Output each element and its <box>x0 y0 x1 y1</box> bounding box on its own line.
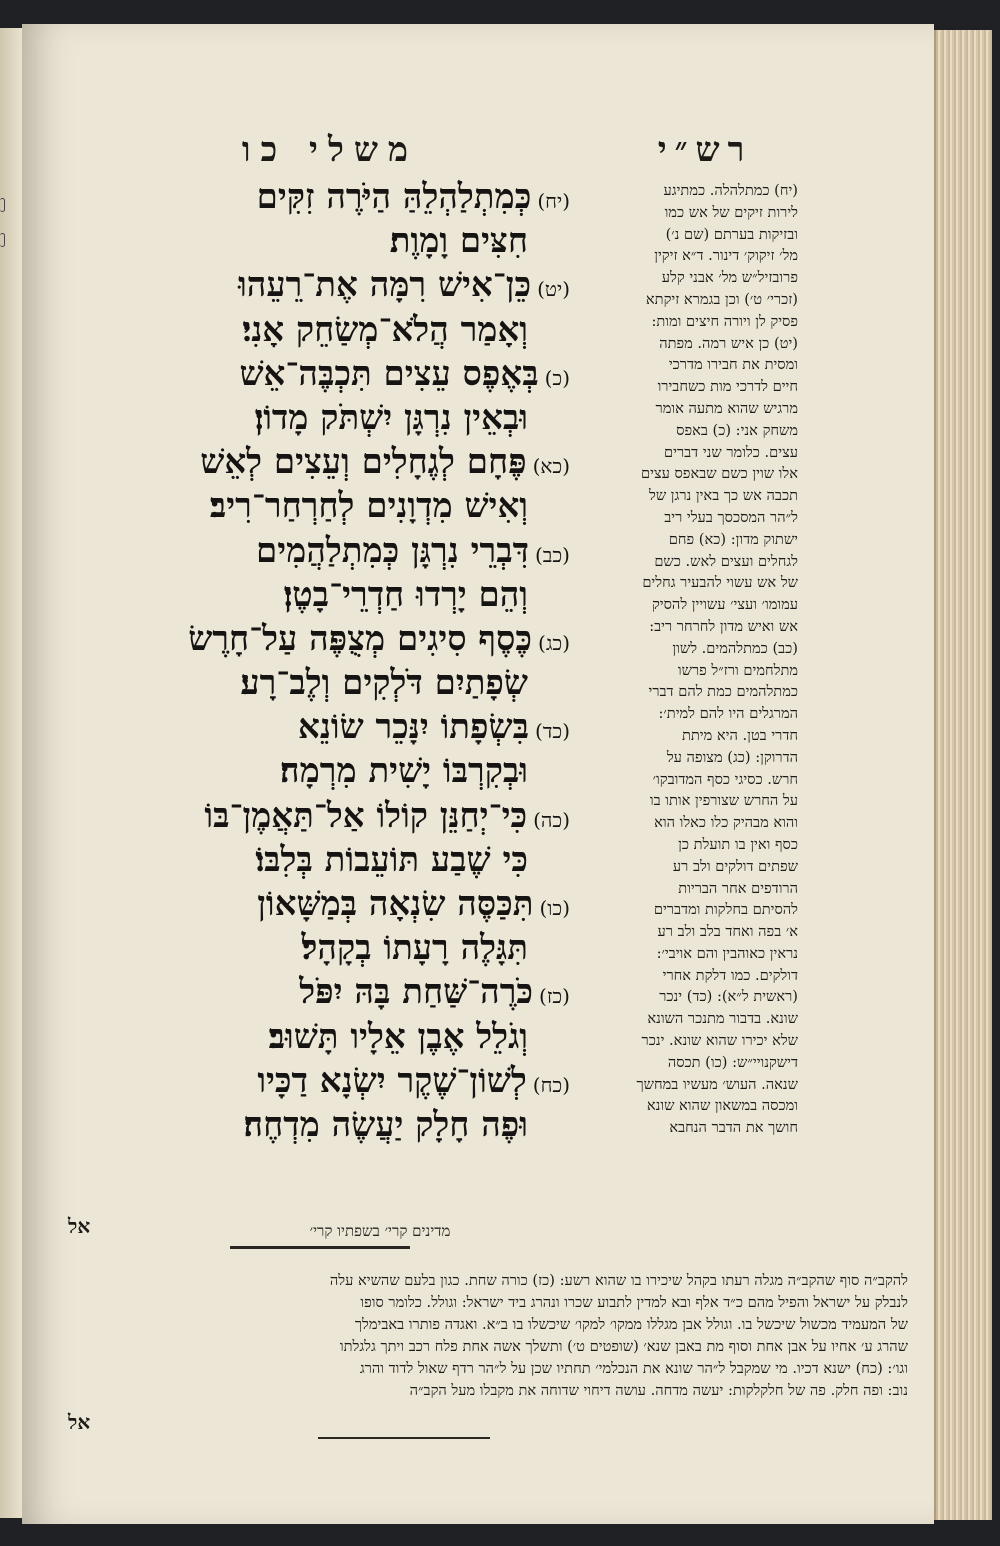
commentary-line: וגו׳: (כח) ישנא דכיו. מי שמקבל ל״הר שונא את הנכלמי׳ תחתיו שכן על ל״הר רדף שאול לדוד והרג <box>359 1360 908 1377</box>
verse-line <box>100 484 570 528</box>
verse-number: (יט) <box>537 277 570 302</box>
rashi-line: כמתלהמים כמת להם דברי <box>648 683 798 701</box>
verse-line <box>100 352 570 396</box>
rashi-line: והוא מבהיק כלו כאלו הוא <box>654 814 798 832</box>
rashi-line: שנאה. העוש׳ מעשיו במחשך <box>636 1075 798 1093</box>
rashi-line: ומסית את חבירו מדרכי <box>668 356 798 374</box>
verse-text: פֶּחָם לְגֶחָלִים וְעֵצִים לְאֵשׁ <box>200 442 527 483</box>
verse-text: וְאִישׁ מִדְוָנִים לְחַרְחַר־רִיב׃ <box>209 486 528 527</box>
verse-number: (יח) <box>537 189 570 213</box>
catchword-bottom: אל <box>68 1410 91 1434</box>
verse-line <box>100 263 570 307</box>
rashi-line: משחק אני: (כ) באפס <box>676 421 798 439</box>
rashi-line: (כב) כמתלהמים. לשון <box>672 639 798 657</box>
rashi-line: ומכסה במשאון שהוא שונא <box>646 1097 798 1115</box>
rashi-line: עמומו׳ ועצי׳ עשויין להסיק <box>651 596 798 614</box>
verse-text: בְּאֶפֶס עֵצִים תִּכְבֶּה־אֵשׁ <box>239 353 539 394</box>
rashi-line: תכבה אש כך באין נרגן של <box>649 487 798 505</box>
verse-line <box>100 749 570 793</box>
rashi-line: נראין כאוהבין והם אויבי׳: <box>656 944 798 962</box>
rashi-line: א׳ בפה ואחד בלב ולב רע <box>657 923 798 941</box>
rashi-line: חרש. כסיגי כסף המדובקו׳ <box>652 770 798 788</box>
verse-text: כֶּסֶף סִיגִים מְצֻפֶּה עַל־חָרֶשׂ <box>188 618 533 659</box>
verse-text: שְׂפָתַיִם דֹּלְקִים וְלֶב־רָע׃ <box>240 663 528 704</box>
verse-line <box>100 396 570 440</box>
verse-number: (כ) <box>544 365 570 390</box>
verse-line <box>100 794 570 838</box>
verse-line <box>100 705 570 749</box>
rashi-line: ל״הר המסכסך בעלי ריב <box>664 508 798 526</box>
rashi-line: של אש עשוי להבעיר גחלים <box>642 574 798 592</box>
commentary-line: שהרג ע׳ אחיו על אבן אחת וסוף מת באבן שנא׳ (שופטים ט׳) ותשלך אשה אחת פלח רכב ויתך גלגלתו <box>339 1338 908 1355</box>
verse-number: (כו) <box>539 896 570 920</box>
verse-number: (כא) <box>532 454 570 479</box>
rashi-line: חיים לדרכי מות כשחבירו <box>657 378 798 396</box>
rashi-line: שלא יכירו שהוא שונא. ינכר <box>641 1032 798 1050</box>
commentary-line: לנבלק על ישראל והפיל מהם כ״ד אלף ובא למדין לתבוע שכרו ונהרג ביד ישראל: וגולל. כלומר סופו <box>360 1294 908 1311</box>
rashi-line: חושך את הדבר הנחבא <box>669 1119 798 1137</box>
rashi-line: פסיק לן ויורה חיצים ומות: <box>651 312 798 330</box>
rashi-line: (יח) כמתלהלה. כמתיגע <box>663 182 798 199</box>
rashi-line: על החרש שצורפין אותו בו <box>649 792 798 810</box>
verse-text: כְּמִתְלַהְלֵהַּ הַיֹּרֶה זִקִּים <box>256 177 532 217</box>
rashi-line: להסיתם בחלקות ומדברים <box>653 901 798 919</box>
kri-rule <box>230 1246 410 1249</box>
verse-line <box>100 440 570 484</box>
verse-text: וּבְקִרְבּוֹ יָשִׁית מִרְמָה׃ <box>280 751 528 792</box>
rashi-line: עצים. כלומר שני דברים <box>664 443 798 461</box>
verse-text: וְגֹלֵל אֶבֶן אֵלָיו תָּשׁוּב׃ <box>268 1016 528 1057</box>
verse-line <box>100 573 570 617</box>
running-head-rashi: רש״י <box>657 130 753 170</box>
verse-line <box>100 1015 570 1059</box>
rashi-line: הדרוקן: (כג) מצופה על <box>666 748 798 766</box>
rashi-line: דולקים. כמו דלקת אחרי <box>662 966 798 984</box>
verse-text: לְשׁוֹן־שֶׁקֶר יִשְׂנָא דַכָּיו <box>257 1060 527 1101</box>
verse-text: תִּכַּסֶּה שִׂנְאָה בְּמַשָּׁאוֹן <box>257 884 534 924</box>
verse-number: (כד) <box>535 719 570 744</box>
edge-mark <box>0 198 5 212</box>
rashi-line: חדרי בטן. היא מיתת <box>681 726 798 744</box>
verse-line <box>100 175 570 219</box>
rashi-line: שפתים דולקים ולב רע <box>672 857 798 875</box>
rashi-line: דישקנויי״ש: (כו) תכסה <box>667 1053 798 1071</box>
rashi-continuation <box>68 1270 908 1402</box>
kri-note: מדינים קרי׳ בשפתיו קרי׳ <box>309 1222 451 1240</box>
verse-number: (כז) <box>539 984 570 1009</box>
rashi-line: מתלחמים ורז״ל פרשו <box>677 661 798 679</box>
verse-line <box>100 617 570 661</box>
bottom-rule <box>318 1437 490 1439</box>
commentary-line: להקב״ה סוף שהקב״ה מגלה רעתו בקהל שיכירו בו שהוא רשע: (כז) כורה שחת. כגון בלעם שהשיא עלה <box>329 1272 908 1289</box>
verse-text: וּפֶה חָלָק יַעֲשֶׂה מִדְחֶה׃ <box>243 1104 528 1145</box>
rashi-line: אש ואיש מדון לחרחר ריב: <box>649 617 798 635</box>
rashi-line: לגחלים ועצים לאש. כשם <box>654 552 798 570</box>
verse-text: בִּשְׂפָתוֹ יִנָּכֵר שׂוֹנֵא <box>297 707 529 748</box>
rashi-line: כסף ואין בו תועלת כן <box>678 835 798 853</box>
verse-line <box>100 661 570 705</box>
rashi-line: הרודפים אחר הבריות <box>678 879 798 897</box>
verse-line <box>100 882 570 926</box>
rashi-line: פרובזיל״ש מל׳ אבני קלע <box>661 269 798 287</box>
page-block-edges <box>934 30 992 1520</box>
verse-text: וְהֵם יָרְדוּ חַדְרֵי־בָטֶן׃ <box>283 574 528 615</box>
verse-line <box>100 970 570 1014</box>
rashi-line: ובזיקות בערתם (שם נ׳) <box>665 225 798 243</box>
verse-line <box>100 1103 570 1147</box>
rashi-commentary-column <box>578 180 798 1139</box>
verse-text: כֵּן־אִישׁ רִמָּה אֶת־רֵעֵהוּ <box>238 265 532 306</box>
rashi-line: מרגיש שהוא מתעה אומר <box>655 399 798 417</box>
verse-text: וּבְאֵין נִרְגָּן יִשְׁתֹּק מָדוֹן׃ <box>254 397 528 438</box>
verse-text: כֹּרֶה־שַּׁחַת בָּהּ יִפֹּל <box>299 972 534 1013</box>
rashi-line: (זכרי׳ ט׳) וכן בגמרא זיקתא <box>645 290 798 308</box>
verse-text: כִּי־יְחַנֵּן קוֹלוֹ אַל־תַּאֲמֶן־בּוֹ <box>204 795 528 836</box>
rashi-line: אלו שוין כשם שבאפס עצים <box>641 465 798 483</box>
commentary-line: של המעמיד מכשול שיכשל בו. וגולל אבן מגללו ממקו׳ למקו׳ שיכשלו בו ב״א. ואגדה פותרו באבימלך <box>354 1316 908 1333</box>
verse-text: דִּבְרֵי נִרְגָּן כְּמִתְלַהֲמִים <box>256 530 529 571</box>
catchword-side: אל <box>68 1214 91 1238</box>
edge-mark <box>0 233 5 247</box>
verse-text: וְאָמַר הֲלֹא־מְשַׂחֵק אָנִי׃ <box>242 309 528 350</box>
rashi-line: ישתוק מדון: (כא) פחם <box>668 530 798 548</box>
verse-line <box>100 529 570 573</box>
verse-line <box>100 308 570 352</box>
verse-text: חִצִּים וָמָוֶת׃ <box>389 221 528 262</box>
rashi-line: (יט) כן איש רמה. מפתה <box>659 334 798 352</box>
rashi-line: שונא. בדבור מתנכר השונא <box>647 1010 798 1028</box>
verse-number: (כב) <box>534 542 570 567</box>
verse-line <box>100 926 570 970</box>
rashi-line: המרגלים היו להם למית׳: <box>658 705 798 723</box>
verse-text: כִּי שֶׁבַע תּוֹעֵבוֹת בְּלִבּוֹ׃ <box>255 839 528 880</box>
verse-line <box>100 1059 570 1103</box>
verse-number: (כג) <box>538 630 570 655</box>
verse-line <box>100 838 570 882</box>
verse-number: (כה) <box>533 807 570 832</box>
scripture-column <box>100 175 570 1147</box>
commentary-line: נוב: ופה חלק. פה של חלקלקות: יעשה מדחה. עושה דיחוי שדוחה את מקבלו מעל הקב״ה <box>409 1382 908 1399</box>
verse-text: תִּגָּלֶה רָעָתוֹ בְקָהָל׃ <box>301 928 528 969</box>
verse-line <box>100 219 570 263</box>
running-head-proverbs: משלי כו <box>241 130 419 170</box>
rashi-line: (ראשית ל״א): (כד) ינכר <box>659 988 798 1006</box>
rashi-line: לירות זיקים של אש כמו <box>664 203 798 221</box>
rashi-line: מל׳ זיקוק׳ דינור. ד״א זיקין <box>654 247 798 265</box>
facing-page-edge <box>0 28 23 1518</box>
verse-number: (כח) <box>532 1072 570 1097</box>
